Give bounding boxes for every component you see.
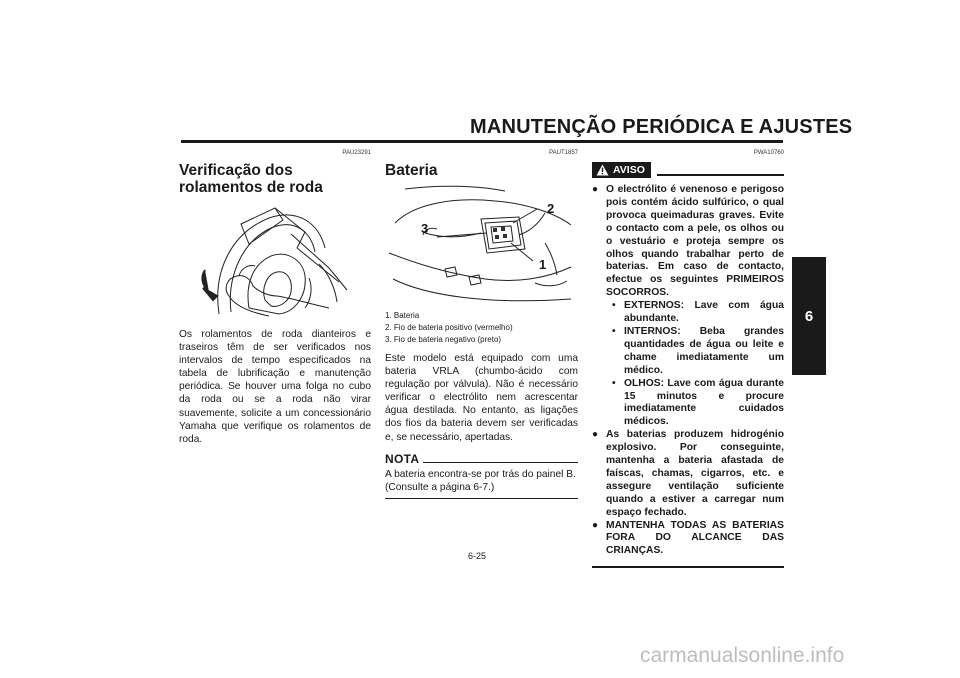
nota-rule [423, 462, 578, 463]
warning-triangle-icon [596, 164, 609, 176]
page-header-title: MANUTENÇÃO PERIÓDICA E AJUSTES [470, 116, 853, 138]
warning-badge [592, 162, 651, 178]
figure-captions [385, 310, 578, 346]
bullet-icon: ● [592, 184, 599, 195]
callout-2: 2 [547, 201, 555, 216]
warning-text: MANTENHA TODAS AS BATERIAS FORA DO ALCANCE DAS CRIANÇAS. [606, 519, 784, 557]
chapter-tab: 6 [792, 257, 826, 375]
warning-text: O electrólito é venenoso e perigoso pois contém ácido sulfúrico, o qual provoca queimaduras graves. Evite o contacto com a pele, os olhos ou o vestuário e proteja sempre os olhos quando trabalhar perto de baterias. Em caso de contacto, efectue os seguintes PRIMEIROS SOCORROS. [606, 184, 784, 299]
warning-item [592, 184, 784, 429]
caption-item: 3. Fio de bateria negativo (preto) [385, 335, 502, 344]
first-aid-item: • INTERNOS: Beba grandes quantidades de água ou leite e chame imediatamente um médico. [612, 325, 784, 376]
battery-illustration [385, 183, 578, 308]
nota-text: A bateria encontra-se por trás do painel B. (Consulte a página 6-7.) [385, 468, 576, 493]
battery-body: Este modelo está equipado com uma bateria VRLA (chumbo-ácido com regulação por válvula). Não é necessário verificar o electrólito nem acrescentar água destilada. No entanto, as ligações dos fios da bateria devem ser verificadas e, se necessário, apertadas. [385, 353, 578, 443]
section-code: PAUT1857 [549, 150, 578, 156]
warning-end-rule [592, 566, 784, 568]
first-aid-item: • OLHOS: Lave com água durante 15 minutos e procure imediatamente cuidados médicos. [612, 377, 784, 428]
warning-section [592, 150, 784, 568]
warning-text: As baterias produzem hidrogénio explosivo. Por conseguinte, mantenha a bateria afastada de faíscas, chamas, cigarros, etc. e assegure ventilação suficiente quando a estiver a carregar num espaço fechado. [606, 429, 784, 518]
first-aid-text: EXTERNOS: Lave com água abundante. [624, 300, 784, 325]
caption-item: 2. Fio de bateria positivo (vermelho) [385, 323, 513, 332]
battery-section [385, 150, 578, 499]
warning-list [592, 184, 784, 558]
nota-label: NOTA [385, 451, 420, 466]
bullet-icon: ● [592, 519, 599, 531]
callout-1: 1 [539, 257, 547, 272]
watermark: carmanualsonline.info [640, 644, 845, 667]
first-aid-text: INTERNOS: Beba grandes quantidades de água ou leite e chame imediatamente um médico. [624, 325, 784, 376]
callout-3: 3 [421, 221, 429, 236]
wheel-bearing-illustration [179, 204, 371, 318]
section-code: PAU23291 [342, 150, 371, 156]
warning-header [592, 162, 784, 178]
section-code: PWA10760 [753, 150, 784, 156]
caption-item: 1. Bateria [385, 311, 420, 320]
warning-item [592, 429, 784, 519]
bullet-icon: ● [592, 429, 599, 441]
first-aid-text: OLHOS: Lave com água durante 15 minutos e procure imediatamente cuidados médicos. [624, 377, 784, 428]
warning-rule [657, 174, 784, 176]
wheel-bearings-section [179, 150, 371, 446]
header-rule [181, 140, 783, 143]
warning-label: AVISO [613, 164, 645, 176]
first-aid-list [606, 300, 784, 429]
wheel-bearings-body: Os rolamentos de roda dianteiros e traseiros têm de ser verificados nos intervalos de tempo especificados na tabela de lubrificação e manutenção periódica. Se houver uma folga no cubo da roda ou se a roda não virar suavemente, solicite a um concessionário Yamaha que verifique os rolamentos de roda. [179, 329, 371, 445]
section-title: Bateria [385, 162, 438, 179]
nota-header [385, 452, 578, 466]
section-title: Verificação dos rolamentos de roda [179, 162, 323, 196]
page-number: 6-25 [468, 551, 487, 561]
nota-end-rule [385, 498, 578, 499]
warning-item [592, 520, 784, 559]
first-aid-item: • EXTERNOS: Lave com água abundante. [612, 300, 784, 325]
